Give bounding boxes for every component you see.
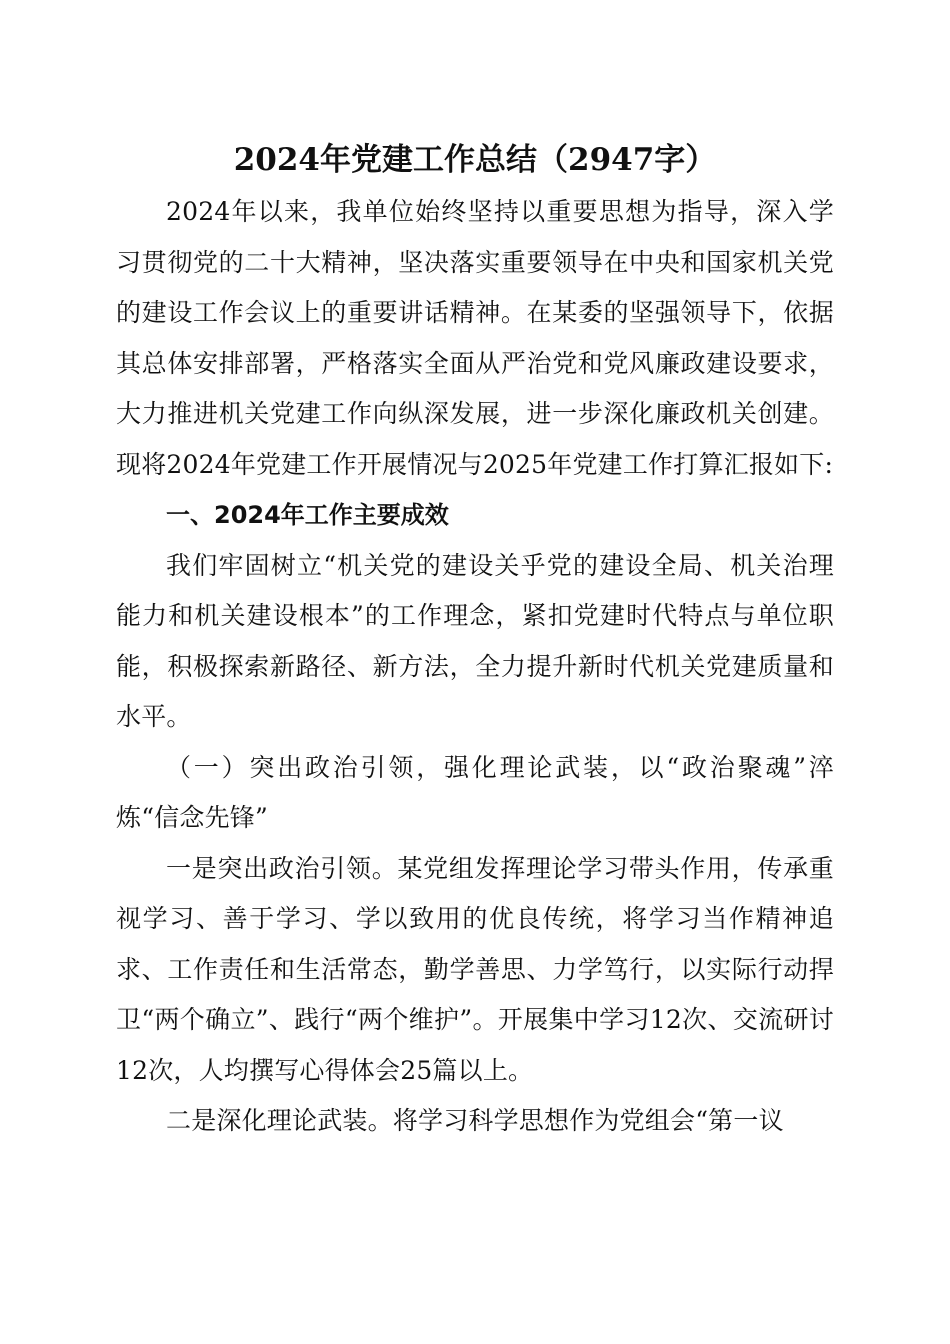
section-intro-paragraph: 我们牢固树立“机关党的建设关乎党的建设全局、机关治理能力和机关建设根本”的工作理念，紧扣党建时代特点与单位职能，积极探索新路径、新方法，全力提升新时代机关党建质量和水平。 [116, 550, 834, 731]
document-title: 2024年党建工作总结（2947字） [233, 142, 717, 178]
point-political-leadership: 一是突出政治引领。某党组发挥理论学习带头作用，传承重视学习、善于学习、学以致用的优良传统，将学习当作精神追求、工作责任和生活常态，勤学善思、力学笃行，以实际行动捍卫“两个确立”、践行“两个维护”。开展集中学习12次、交流研讨12次，人均撰写心得体会25篇以上。 [116, 853, 834, 1085]
section-heading-achievements: 一、2024年工作主要成效 [166, 501, 449, 529]
document-body [116, 135, 834, 1147]
point-theory-armament: 二是深化理论武装。将学习科学思想作为党组会“第一议 [166, 1106, 784, 1135]
subsection-heading-political-leadership: （一）突出政治引领，强化理论武装，以“政治聚魂”淬炼“信念先锋” [116, 752, 834, 832]
intro-paragraph: 2024年以来，我单位始终坚持以重要思想为指导，深入学习贯彻党的二十大精神，坚决落实重要领导在中央和国家机关党的建设工作会议上的重要讲话精神。在某委的坚强领导下，依据其总体安排部署，严格落实全面从严治党和党风廉政建设要求，大力推进机关党建工作向纵深发展，进一步深化廉政机关创建。现将2024年党建工作开展情况与2025年党建工作打算汇报如下: [116, 197, 834, 479]
